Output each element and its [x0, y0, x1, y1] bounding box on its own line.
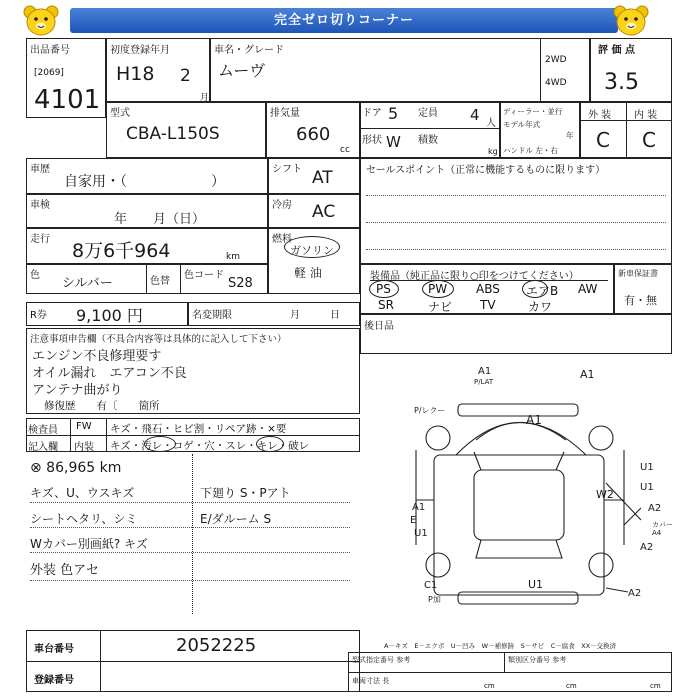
wear-circle-mark — [256, 436, 284, 452]
bear-mascot-icon — [612, 4, 650, 38]
equipment-leather: カワ — [528, 300, 553, 314]
doors-value: 5 — [388, 104, 399, 123]
diagram-mark-6: A1 — [412, 502, 426, 513]
shift-value: AT — [312, 168, 333, 188]
rear-items-box — [360, 314, 672, 354]
model-label: 車名・グレード — [214, 45, 284, 56]
hand-note-2: キズ、U、ウスキズ — [30, 486, 135, 500]
size-unit-2: cm — [566, 682, 577, 690]
interior-row-label: 内装 — [74, 442, 94, 453]
diagram-mark-11: W2 — [596, 488, 614, 501]
diagram-mark-14: カバー A4 — [652, 521, 673, 537]
hand-note-1: ⊗ 86,965 km — [30, 460, 122, 476]
drive-2wd: 2WD — [545, 55, 567, 65]
hand-note-right-1: 下廻り S・Pアト — [200, 486, 291, 500]
diagram-mark-13: A2 — [640, 542, 654, 553]
note-line-2: オイル漏れ エアコン不良 — [32, 366, 187, 381]
history-label: 車歴 — [30, 164, 50, 175]
diagram-mark-5: P/レクー — [414, 406, 446, 415]
history-value: 自家用・（ ） — [64, 174, 225, 190]
inspection-value: 年 月（日） — [114, 212, 206, 227]
sales-point-label: セールスポイント（正常に機能するものに限ります） — [366, 165, 606, 176]
interior-flags: キズ・汚レ・コゲ・穴・スレ・キレ・破レ — [110, 440, 310, 452]
equipment-pw: PW — [428, 282, 448, 296]
model-name: ムーヴ — [218, 61, 266, 80]
equipment-airbag-circle — [522, 280, 548, 298]
first-reg-month: 2 — [180, 66, 191, 86]
diagram-mark-2: A1 — [580, 368, 595, 381]
aircon-value: AC — [312, 202, 336, 222]
interior-label: 内 装 — [634, 110, 658, 121]
capacity-value: 4 — [470, 106, 480, 124]
interior-grade: C — [642, 128, 656, 152]
type-label: 型式 — [110, 108, 130, 119]
drive-4wd: 4WD — [545, 78, 567, 88]
shape-value: W — [386, 133, 401, 151]
equipment-ps-circle — [369, 280, 399, 298]
diagram-mark-7: U1 — [640, 462, 654, 473]
exterior-grade: C — [596, 128, 610, 152]
size-label: 車両寸法 長 — [352, 677, 390, 685]
lot-number: 4101 — [34, 85, 101, 115]
capacity-label: 定員 — [418, 108, 438, 119]
diagram-mark-17: P加 — [428, 595, 441, 604]
first-reg-era: H18 — [116, 63, 155, 85]
color-label: 色 — [30, 270, 40, 281]
diagram-mark-10: U1 — [640, 482, 654, 493]
hand-note-3: シートヘタリ、シミ — [30, 512, 138, 526]
fw-flags: キズ・飛石・ヒビ割・リペア跡・×要 — [110, 423, 287, 435]
damage-legend: A－キズ E－エクボ U－凹み W－補修跡 S－サビ C－腐食 XX－交換済 — [384, 642, 617, 650]
type-code: CBA-L150S — [126, 124, 220, 144]
name-change-label: 名変期限 — [192, 310, 232, 321]
size-unit-1: cm — [484, 682, 495, 690]
cc-unit: cc — [340, 145, 350, 155]
diagram-mark-15: U1 — [528, 578, 544, 591]
page-title: 完全ゼロ切りコーナー — [70, 8, 618, 33]
first-reg-label: 初度登録年月 — [110, 45, 170, 56]
warranty-value: 有・無 — [624, 294, 657, 307]
note-line-1: エンジン不良修理要す — [32, 349, 162, 364]
handle-label: ハンドル 左・右 — [503, 146, 558, 155]
chassis-label: 車台番号 — [34, 644, 74, 655]
displacement-label: 排気量 — [270, 108, 300, 119]
mileage-value: 8万6千964 — [72, 240, 171, 262]
hand-note-4: Wカバー別画紙? キズ — [30, 537, 148, 551]
doors-label: ドア — [362, 108, 382, 119]
lot-sub: [2069] — [34, 68, 64, 78]
aircon-label: 冷房 — [272, 200, 292, 211]
fuel-gasoline: ガソリン — [290, 244, 334, 257]
equipment-grid — [372, 282, 608, 314]
rear-items-label: 後日品 — [364, 321, 394, 332]
diagram-mark-18: A2 — [628, 588, 642, 599]
fuel-circle-mark — [284, 236, 340, 258]
note-line-3: アンテナ曲がり — [32, 383, 123, 398]
inspection-label: 車検 — [30, 200, 50, 211]
diagram-mark-1: A1 — [478, 366, 492, 377]
repair-label: 修復歴 有〔 箇所 — [44, 400, 160, 412]
stain-circle-mark — [144, 436, 176, 452]
equipment-label: 装備品（純正品に限り○印をつけてください） — [370, 271, 579, 282]
equipment-pw-circle — [422, 280, 454, 298]
year-unit: 年 — [566, 131, 574, 140]
diagram-mark-12: A2 — [648, 503, 662, 514]
color-code-value: S28 — [228, 276, 253, 291]
displacement-value: 660 — [296, 124, 331, 145]
class-spec-label: 類別区分番号 参考 — [508, 656, 567, 664]
kg-unit: kg — [488, 147, 498, 156]
diagram-mark-4: P/LAT — [474, 378, 494, 386]
recycle-amount: 9,100 円 — [76, 306, 143, 325]
recorder-label: 記入欄 — [28, 442, 58, 453]
equipment-abs: ABS — [476, 282, 500, 296]
month-unit: 月 — [200, 93, 210, 103]
capacity-unit: 人 — [486, 118, 496, 129]
chassis-number: 2052225 — [176, 635, 257, 656]
model-spec-label: 型式指定番号 参考 — [352, 656, 411, 664]
color-code-label: 色コード — [184, 270, 224, 281]
score-value: 3.5 — [604, 70, 639, 95]
equipment-ps: PS — [376, 282, 391, 296]
shift-label: シフト — [272, 164, 302, 175]
fuel-diesel: 軽 油 — [294, 266, 322, 280]
inspector-label: 検査員 — [28, 425, 58, 436]
equipment-aw: AW — [578, 282, 598, 296]
score-label: 評 価 点 — [598, 45, 635, 56]
dealer-label: ディーラー・並行 — [503, 107, 563, 116]
bear-mascot-icon — [22, 4, 60, 38]
registration-label: 登録番号 — [34, 675, 74, 686]
equipment-tv: TV — [480, 298, 496, 312]
exterior-label: 外 装 — [588, 110, 612, 121]
diagram-mark-16: C1 — [424, 580, 438, 591]
color-swap-label: 色替 — [150, 276, 170, 287]
diagram-mark-9: U1 — [414, 528, 428, 539]
hand-note-5: 外装 色アセ — [30, 563, 100, 578]
lot-label: 出品番号 — [30, 45, 70, 56]
fuel-label: 燃料 — [272, 234, 292, 245]
hand-note-right-2: E/ダルーム S — [200, 512, 272, 526]
name-change-value: 月 日 — [290, 310, 340, 321]
equipment-sr: SR — [378, 298, 394, 312]
recycle-label: R券 — [30, 310, 47, 321]
diagram-mark-8: E — [410, 515, 417, 526]
fw-label: FW — [76, 421, 92, 432]
color-value: シルバー — [62, 276, 113, 291]
equipment-navi: ナビ — [428, 300, 453, 314]
mileage-label: 走行 — [30, 234, 50, 245]
notes-label: 注意事項申告欄（不具合内容等は具体的に記入して下さい） — [30, 334, 287, 345]
equipment-airbag: エアB — [526, 284, 559, 298]
shape-label: 形状 — [362, 135, 382, 146]
model-year-label: モデル年式 — [503, 120, 541, 129]
size-unit-3: cm — [650, 682, 661, 690]
diagram-mark-3: A1 — [526, 413, 542, 427]
warranty-label: 新車保証書 — [618, 269, 658, 278]
load-label: 積数 — [418, 135, 438, 146]
km-unit: km — [226, 252, 240, 262]
